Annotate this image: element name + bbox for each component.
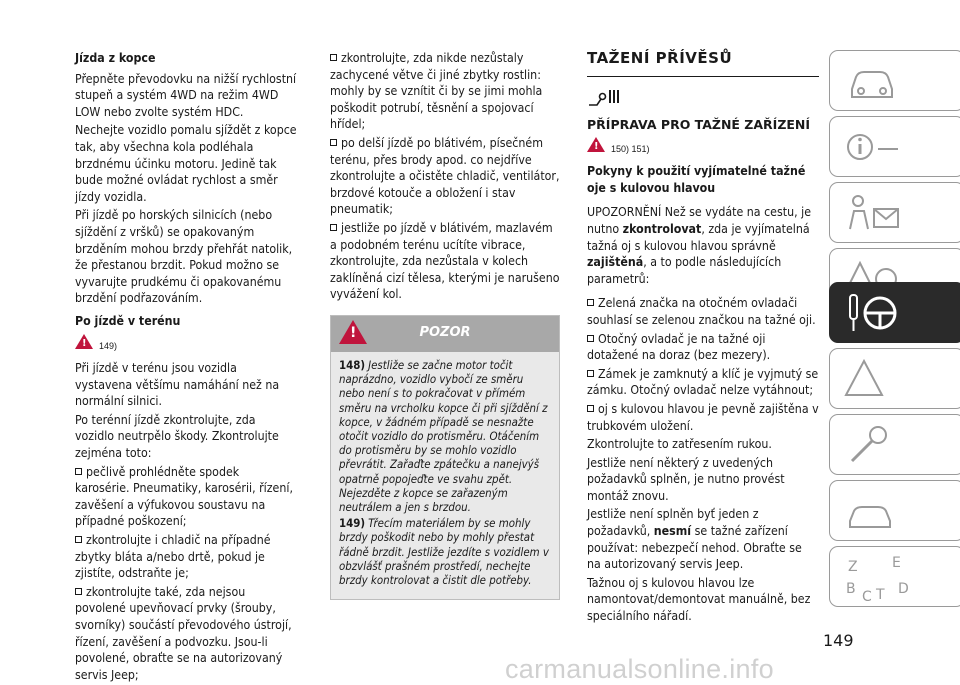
chapter-tab-car[interactable] — [829, 50, 960, 111]
paragraph: Zkontrolujte to zatřesením rukou. — [587, 437, 772, 452]
bullet-icon — [330, 54, 337, 61]
chapter-tab-index[interactable] — [829, 546, 960, 607]
paragraph: Přepněte převodovku na nižší rychlostní stupeň a systém 4WD na režim 4WD LOW nebo zvolte systém HDC. — [75, 71, 297, 119]
warning-reference: ! 149) — [75, 334, 297, 355]
chapter-tab-info[interactable] — [829, 116, 960, 177]
paragraph: Jestliže není splněn byť jeden z požadavků, nesmí se tažné zařízení používat: nebezpečí nehod. Obraťte se na autorizovaný servis Jeep. — [587, 507, 802, 572]
seatbelt-envelope-icon — [844, 189, 900, 237]
paragraph: Nechejte vozidlo pomalu sjíždět z kopce tak, aby všechna kola podléhala brzdnému účinku motoru. Jedině tak bude možné ovládat rychlost a směr jízdy vozidla. — [75, 123, 297, 204]
section-title: TAŽENÍ PŘÍVĚSŮ — [587, 50, 819, 77]
index-letter: T — [876, 587, 885, 603]
warning-box-title: POZOR — [419, 324, 471, 340]
warning-icon — [587, 137, 605, 152]
list-item: oj s kulovou hlavou je pevně zajištěna v trubkovém uložení. — [587, 401, 819, 433]
paragraph: Jestliže není některý z uvedených požadavků splněn, je nutno provést montáž znovu. — [587, 455, 785, 503]
subsection-title: PŘÍPRAVA PRO TAŽNÉ ZAŘÍZENÍ — [587, 116, 811, 132]
list-item: Zámek je zamknutý a klíč je vyjmutý se zámku. Otočný ovladač nelze vytáhnout; — [587, 366, 819, 398]
heading-offroad: Po jízdě v terénu — [75, 313, 181, 328]
bullet-icon — [587, 335, 594, 342]
column-left — [75, 50, 297, 685]
bullet-icon — [587, 370, 594, 377]
list-item: zkontrolujte také, zda nejsou povolené upevňovací prvky (šrouby, svorníky) součástí převodového ústrojí, řízení, zavěšení a podvozku. Jsou-li povolené, obraťte se na autorizovaný servis Jeep; — [75, 584, 292, 682]
wrench-icon — [844, 421, 900, 469]
bullet-icon — [75, 536, 82, 543]
bullet-icon — [587, 405, 594, 412]
list-item: pečlivě prohlédněte spodek karosérie. Pneumatiky, karosérii, řízení, zavěšení a výfukovou soustavu na případné poškození; — [75, 464, 293, 529]
column-middle — [330, 50, 560, 600]
steering-key-icon — [844, 289, 900, 337]
list-item: Zelená značka na otočném ovladači souhlasí se zelenou značkou na tažné oji. — [587, 296, 816, 327]
car-icon — [844, 57, 900, 105]
chapter-tab-emergency[interactable] — [829, 348, 960, 409]
info-icon — [844, 123, 900, 171]
paragraph: UPOZORNĚNÍ Než se vydáte na cestu, je nutno zkontrolovat, zda je vyjímatelná tažná oj s kulovou hlavou správně zajištěná, a to podle následujících parametrů: — [587, 205, 812, 286]
index-letter: D — [898, 581, 909, 597]
bullet-icon — [330, 139, 337, 146]
page-number: 149 — [823, 631, 854, 650]
paragraph: Po terénní jízdě zkontrolujte, zda vozidlo neutrpělo škody. Zkontrolujte zejména toto: — [75, 412, 279, 461]
warning-note: 149) Třecím materiálem by se mohly brzdy poškodit nebo by mohly přestat řádně brzdit. Jestliže jezdíte s vozidlem v obzvlášť prašném prostředí, nechejte brzdy kontrolovat a čistit dle potřeby. — [339, 516, 549, 587]
list-item: zkontrolujte, zda nikde nezůstaly zachycené větve či jiné zbytky rostlin: mohly by se vznítit či by se jimi mohla poškodit potrubí, těsnění a spojovací hřídel; — [330, 51, 543, 132]
index-letter: B — [846, 581, 856, 597]
car-specs-icon — [844, 487, 900, 535]
index-letter: E — [892, 555, 901, 571]
heading-instructions: Pokyny k použití vyjímatelné tažné oje s kulovou hlavou — [587, 164, 806, 195]
bullet-icon — [75, 468, 82, 475]
paragraph: Při jízdě v terénu jsou vozidla vystavena většímu namáhání než na normální silnici. — [75, 361, 280, 409]
emergency-triangle-icon — [844, 355, 900, 403]
tow-hitch-icon — [587, 87, 621, 109]
bullet-icon — [75, 588, 82, 595]
column-right — [587, 50, 819, 627]
warning-box — [330, 315, 560, 600]
list-item: jestliže po jízdě v blátivém, mazlavém a podobném terénu ucítíte vibrace, zkontrolujte, zda nezůstala v kolech zaklíněná cizí tělesa, kterými je narušeno vyvážení kol. — [330, 220, 560, 302]
chapter-tab-specs[interactable] — [829, 480, 960, 541]
list-item: zkontrolujte i chladič na případné zbytky bláta a/nebo drtě, pokud je zjistíte, odstraňte je; — [75, 533, 271, 581]
warning-icon — [75, 334, 93, 349]
bullet-icon — [587, 299, 594, 306]
paragraph: Při jízdě po horských silnicích (nebo sjíždění z vršků) se opakovaným brzděním mohou brzdy přehřát natolik, že přestanou brzdit. Pokud možno se vyvarujte prudkému či opakovanému brzdění podřazováním. — [75, 208, 293, 306]
list-item: Otočný ovladač je na tažné oji dotažené na doraz (bez mezery). — [587, 331, 771, 363]
watermark: carmanualsonline.info — [505, 654, 774, 684]
heading-downhill: Jízda z kopce — [75, 51, 156, 65]
chapter-tab-safety[interactable] — [829, 182, 960, 243]
list-item: po delší jízdě po blátivém, písečném terénu, přes brody apod. co nejdříve zkontrolujte a očistěte chladič, ventilátor, brzdové kotouče a obložení i stav pneumatik; — [330, 135, 560, 217]
warning-reference: ! 150) 151) — [587, 137, 819, 158]
chapter-tab-driving[interactable] — [829, 282, 960, 343]
paragraph: Tažnou oj s kulovou hlavou lze namontovat/demontovat manuálně, bez speciálního nářadí. — [587, 575, 811, 624]
alphabet-index-icon — [844, 553, 924, 603]
index-letter: Z — [848, 559, 858, 575]
chapter-tab-maintenance[interactable] — [829, 414, 960, 475]
bullet-icon — [330, 224, 337, 231]
warning-box-body — [331, 352, 559, 599]
warning-note: 148) Jestliže se začne motor točit naprázdno, vozidlo vybočí ze směru nebo není s to pokračovat v přímém směru na vrcholku kopce či při sjíždění z kopce, v žádném případě se nesnažte otočit vozidlo do protisměru. Otáčením do protisměru by se mohlo vozidlo převrátit. Zařaďte zpátečku a nanejvýš opatrně popojeďte ve svahu zpět. Nejezděte z kopce se zařazeným neutrálem a jen s brzdou. — [339, 357, 548, 514]
warning-box-header — [331, 316, 559, 352]
index-letter: C — [862, 589, 872, 603]
